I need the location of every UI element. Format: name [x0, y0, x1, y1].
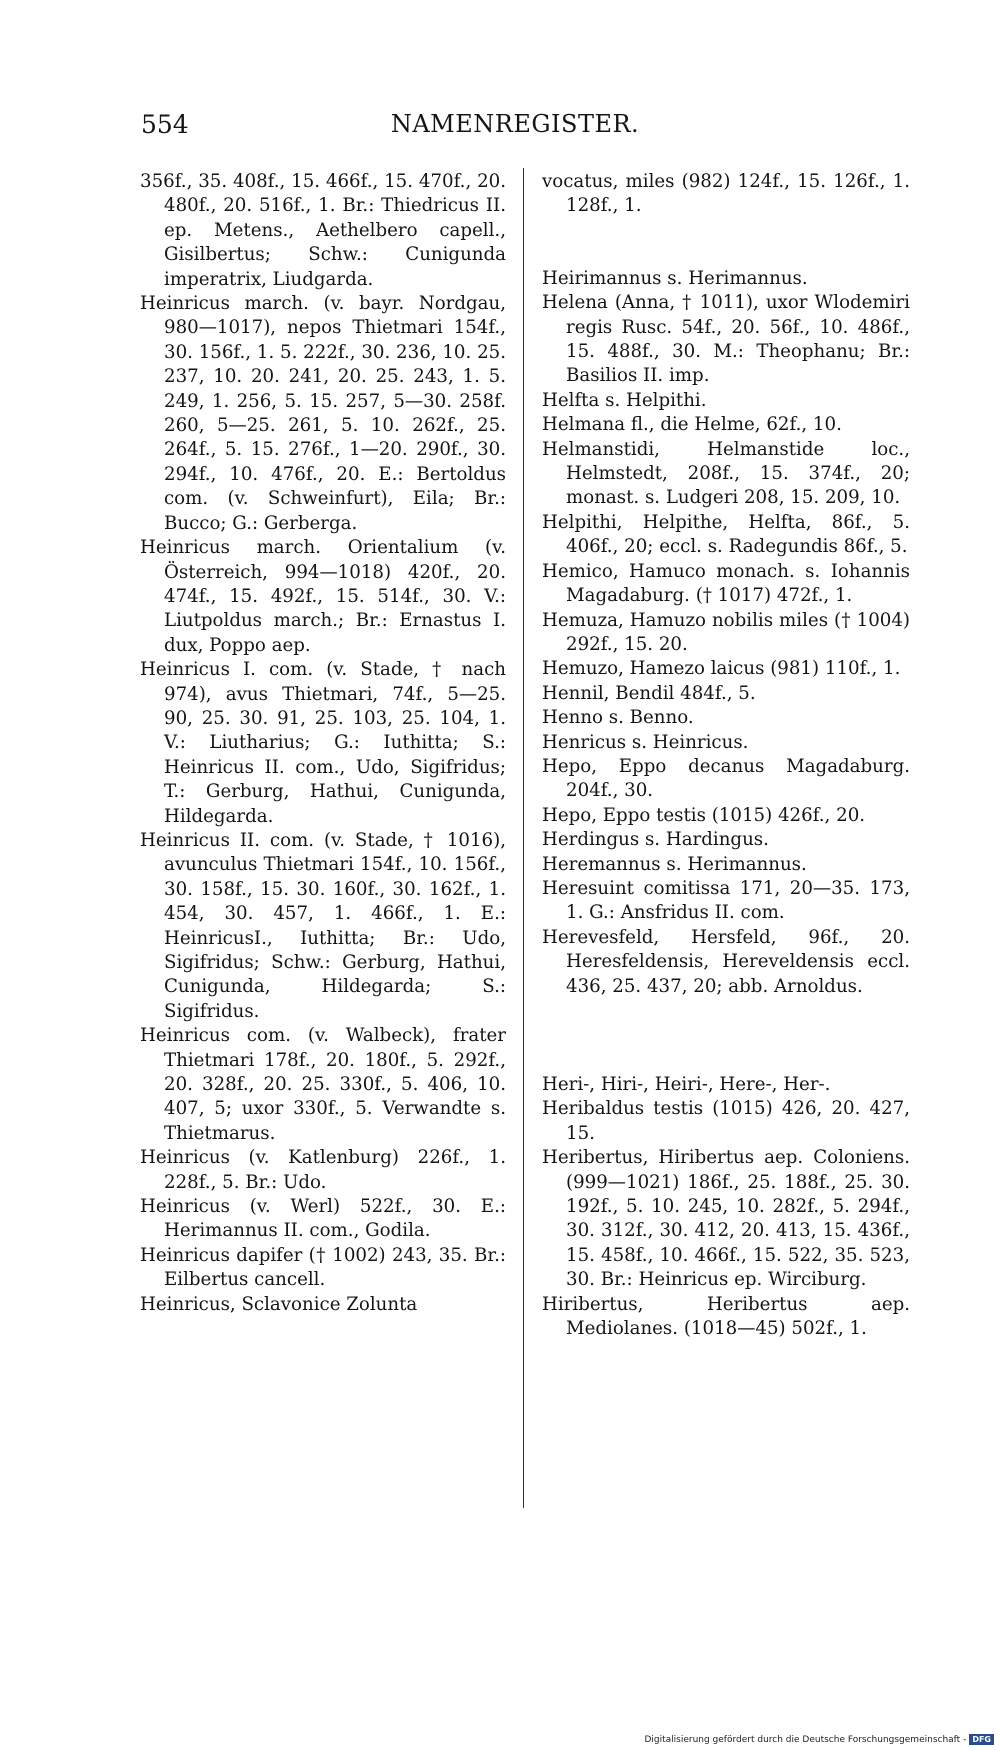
section-heading: Heri-, Hiri-, Heiri-, Here-, Her-.: [542, 1074, 831, 1095]
index-entry: Hepo, Eppo testis (1015) 426f., 20.: [542, 804, 866, 826]
index-entry: 356f., 35. 408f., 15. 466f., 15. 470f., 20. 480f., 20. 516f., 1. Br.: Thiedricus II. ep. Metens., Aethelbero capell., Gisilbertus; Schw.: Cunigunda imperatrix, Liudgarda.: [140, 171, 506, 290]
index-entry: Heinricus com. (v. Walbeck), frater Thietmari 178f., 20. 180f., 5. 292f., 20. 328f., 20. 25. 330f., 5. 406, 10. 407, 5; uxor 330f., 5. Verwandte s. Thietmarus.: [140, 1025, 506, 1144]
page-header: [0, 110, 1000, 150]
index-entry: Hemuza, Hamuzo nobilis miles († 1004) 292f., 15. 20.: [542, 609, 910, 655]
index-entry: Heribaldus testis (1015) 426, 20. 427, 15.: [542, 1098, 910, 1144]
dfg-logo-icon: DFG: [969, 1734, 994, 1745]
index-entry: Heinricus (v. Katlenburg) 226f., 1. 228f., 5. Br.: Udo.: [140, 1147, 506, 1193]
running-title: NAMENREGISTER.: [390, 110, 640, 138]
index-entry: Helpithi, Helpithe, Helfta, 86f., 5. 406f., 20; eccl. s. Radegundis 86f., 5.: [542, 511, 910, 558]
index-entry: Helmanstidi, Helmanstide loc., Helmstedt, 208f., 15. 374f., 20; monast. s. Ludgeri 208, 15. 209, 10.: [542, 438, 910, 509]
left-column: [140, 170, 506, 1317]
index-entry: Helmana fl., die Helme, 62f., 10.: [542, 414, 842, 436]
index-entry: Heinricus march. (v. bayr. Nordgau, 980—1017), nepos Thietmari 154f., 30. 156f., 1. 5. 222f., 30. 236, 10. 25. 237, 10. 20. 241, 20. 25. 243, 1. 5. 249, 1. 256, 5. 15. 257, 5—30. 258f. 260, 5—25. 261, 5. 10. 262f., 25. 264f., 5. 15. 276f., 1—20. 290f., 30. 294f., 10. 476f., 20. E.: Bertoldus com. (v. Schweinfurt), Eila; Br.: Bucco; G.: Gerberga.: [140, 293, 506, 534]
index-entry: Henricus s. Heinricus.: [542, 731, 749, 753]
index-entry: vocatus, miles (982) 124f., 15. 126f., 1. 128f., 1.: [542, 171, 910, 217]
index-entry: Herevesfeld, Hersfeld, 96f., 20. Heresfeldensis, Hereveldensis eccl. 436, 25. 437, 20; abb. Arnoldus.: [542, 926, 910, 997]
index-entry: Helfta s. Helpithi.: [542, 389, 707, 411]
section-gap: [542, 999, 910, 1073]
index-entry: Hepo, Eppo decanus Magadaburg. 204f., 30.: [542, 755, 910, 802]
index-entry: Hennil, Bendil 484f., 5.: [542, 682, 756, 704]
right-column: [542, 170, 910, 1341]
index-entry: Heinricus (v. Werl) 522f., 30. E.: Herimannus II. com., Godila.: [140, 1196, 506, 1242]
index-entry: Heresuint comitissa 171, 20—35. 173, 1. G.: Ansfridus II. com.: [542, 877, 910, 924]
page-number: 554: [141, 110, 189, 139]
index-entry: Hemuzo, Hamezo laicus (981) 110f., 1.: [542, 658, 901, 680]
index-entry: Hiribertus, Heribertus aep. Mediolanes. (1018—45) 502f., 1.: [542, 1293, 910, 1340]
index-entry: Heinricus I. com. (v. Stade, † nach 974), avus Thietmari, 74f., 5—25. 90, 25. 30. 91, 25. 103, 25. 104, 1. V.: Liutharius; G.: Iuthitta; S.: Heinricus II. com., Udo, Sigifridus; T.: Gerburg, Hathui, Cunigunda, Hildegarda.: [140, 659, 506, 827]
index-entry: Hemico, Hamuco monach. s. Iohannis Magadaburg. († 1017) 472f., 1.: [542, 560, 910, 607]
index-entry: Helena (Anna, † 1011), uxor Wlodemiri regis Rusc. 54f., 20. 56f., 10. 486f., 15. 488f., 30. M.: Theophanu; Br.: Basilios II. imp.: [542, 292, 910, 387]
index-entry: Herdingus s. Hardingus.: [542, 829, 769, 851]
column-gap: [542, 219, 910, 267]
index-entry: Heinricus II. com. (v. Stade, † 1016), avunculus Thietmari 154f., 10. 156f., 30. 158f., 15. 30. 160f., 30. 162f., 1. 454, 30. 457, 1. 466f., 1. E.: HeinricusI., Iuthitta; Br.: Udo, Sigifridus; Schw.: Gerburg, Hathui, Cunigunda, Hildegarda; S.: Sigifridus.: [140, 829, 506, 1022]
index-entry: Heremannus s. Herimannus.: [542, 853, 807, 875]
index-entry: Heirimannus s. Herimannus.: [542, 267, 808, 289]
index-entry: Henno s. Benno.: [542, 707, 694, 729]
column-divider: [523, 168, 524, 1508]
footer-credit: [644, 1734, 994, 1745]
index-entry: Heribertus, Hiribertus aep. Coloniens. (999—1021) 186f., 25. 188f., 25. 30. 192f., 5. 10. 245, 10. 282f., 5. 294f., 30. 312f., 30. 412, 20. 413, 15. 436f., 15. 458f., 10. 466f., 15. 522, 35. 523, 30. Br.: Heinricus ep. Wirciburg.: [542, 1147, 910, 1291]
index-entry: Heinricus march. Orientalium (v. Österreich, 994—1018) 420f., 20. 474f., 15. 492f., 15. 514f., 30. V.: Liutpoldus march.; Br.: Ernastus I. dux, Poppo aep.: [140, 537, 506, 656]
index-entry: Heinricus dapifer († 1002) 243, 35. Br.: Eilbertus cancell.: [140, 1244, 506, 1291]
index-entry: Heinricus, Sclavonice Zolunta: [140, 1293, 418, 1315]
footer-note: Digitalisierung gefördert durch die Deutsche Forschungsgemeinschaft -: [644, 1734, 967, 1745]
